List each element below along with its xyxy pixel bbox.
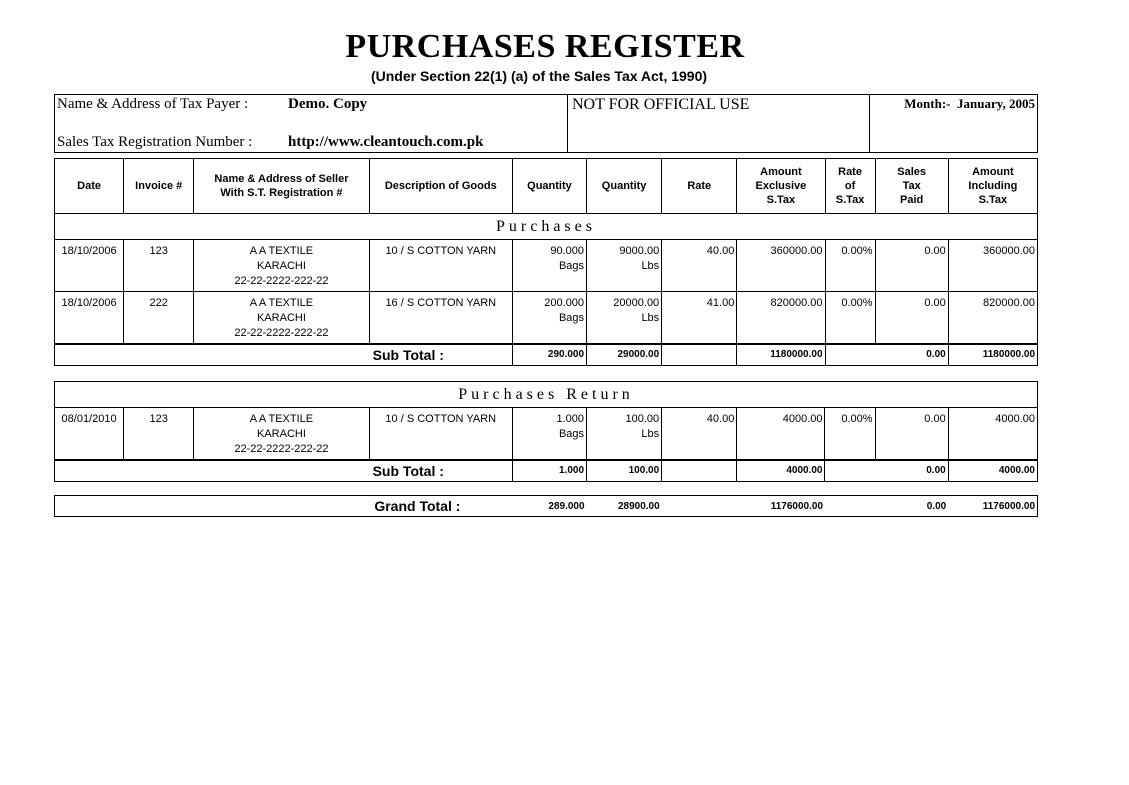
subtotal-amount-excl: 4000.00 <box>737 460 825 482</box>
qty1-value: 90.000 <box>550 245 585 257</box>
qty1-unit: Bags <box>558 428 585 440</box>
purchases-table <box>54 158 1038 366</box>
row-rate-stax: 0.00% <box>825 240 875 292</box>
qty2-unit: Lbs <box>641 428 660 440</box>
row-amount-incl: 820000.00 <box>948 292 1037 344</box>
row-date: 18/10/2006 <box>55 240 124 292</box>
col-amount-excl-line1: Amount <box>760 166 802 178</box>
subtotal-qty1: 290.000 <box>512 344 586 366</box>
row-qty1 <box>512 292 586 344</box>
report-title: PURCHASES REGISTER <box>345 28 745 65</box>
month-label: Month:- <box>904 96 951 111</box>
subtotal-stax-paid: 0.00 <box>875 344 948 366</box>
col-stax-paid-line3: Paid <box>900 194 924 206</box>
subtotal-rate-stax-empty <box>825 344 875 366</box>
seller-name: A A TEXTILE <box>249 245 314 257</box>
grand-total-table <box>54 495 1038 517</box>
row-stax-paid: 0.00 <box>875 408 948 460</box>
taxpayer-name-value: Demo. Copy <box>288 96 368 112</box>
col-description: Description of Goods <box>369 159 512 214</box>
qty1-value: 1.000 <box>556 413 585 425</box>
col-stax-paid-line2: Tax <box>902 180 921 192</box>
seller-city: KARACHI <box>256 428 306 440</box>
col-amount-excl <box>737 159 825 214</box>
col-amount-incl-line1: Amount <box>972 166 1014 178</box>
month-value: January, 2005 <box>956 96 1035 111</box>
month-block <box>904 96 1035 112</box>
subtotal-rate-empty <box>662 460 737 482</box>
seller-reg: 22-22-2222-222-22 <box>234 327 329 339</box>
row-rate-stax: 0.00% <box>825 292 875 344</box>
subtotal-rate-empty <box>662 344 737 366</box>
grand-total-qty1: 289.000 <box>512 496 586 517</box>
col-date: Date <box>55 159 124 214</box>
qty2-unit: Lbs <box>641 260 660 272</box>
subtotal-label: Sub Total : <box>55 344 513 366</box>
col-amount-excl-line2: Exclusive <box>755 180 807 192</box>
qty2-value: 100.00 <box>625 413 660 425</box>
qty1-unit: Bags <box>558 260 585 272</box>
grand-total-qty2: 28900.00 <box>587 496 662 517</box>
grand-total-label: Grand Total : <box>55 496 513 517</box>
grand-total-row <box>55 496 1038 517</box>
table-row <box>55 292 1038 344</box>
registration-value: http://www.cleantouch.com.pk <box>288 134 484 150</box>
column-header-row <box>55 159 1038 214</box>
seller-name: A A TEXTILE <box>249 413 314 425</box>
qty1-value: 200.000 <box>544 297 585 309</box>
col-seller-line2: With S.T. Registration # <box>220 187 343 199</box>
row-date: 18/10/2006 <box>55 292 124 344</box>
qty1-unit: Bags <box>558 312 585 324</box>
grand-total-rate-empty <box>662 496 737 517</box>
row-amount-excl: 4000.00 <box>737 408 825 460</box>
col-amount-incl-line2: Including <box>968 180 1018 192</box>
col-amount-incl-line3: S.Tax <box>978 194 1008 206</box>
row-qty2 <box>587 408 662 460</box>
section-heading-returns: Purchases Return <box>55 382 1038 408</box>
grand-total-rate-stax-empty <box>825 496 875 517</box>
table-row <box>55 408 1038 460</box>
col-quantity-1: Quantity <box>512 159 586 214</box>
grand-total-stax-paid: 0.00 <box>875 496 948 517</box>
qty2-value: 9000.00 <box>619 245 660 257</box>
col-amount-incl <box>948 159 1037 214</box>
subtotal-amount-excl: 1180000.00 <box>737 344 825 366</box>
row-date: 08/01/2010 <box>55 408 124 460</box>
subtotal-amount-incl: 1180000.00 <box>948 344 1037 366</box>
registration-label: Sales Tax Registration Number : <box>57 134 253 150</box>
col-quantity-2: Quantity <box>587 159 662 214</box>
grand-total-amount-excl: 1176000.00 <box>737 496 825 517</box>
row-seller <box>194 292 369 344</box>
row-description: 16 / S COTTON YARN <box>369 292 512 344</box>
taxpayer-name-label: Name & Address of Tax Payer : <box>57 96 249 112</box>
col-rate-stax-line3: S.Tax <box>835 194 865 206</box>
subtotal-row-returns <box>55 460 1038 482</box>
seller-city: KARACHI <box>257 312 306 324</box>
row-invoice: 123 <box>124 240 194 292</box>
divider <box>567 95 568 152</box>
row-invoice: 222 <box>124 292 194 344</box>
subtotal-label: Sub Total : <box>55 460 513 482</box>
col-stax-paid <box>875 159 948 214</box>
subtotal-stax-paid: 0.00 <box>875 460 948 482</box>
row-rate: 40.00 <box>662 240 737 292</box>
col-rate-stax <box>825 159 875 214</box>
col-rate-stax-line2: of <box>844 180 856 192</box>
row-qty1 <box>512 408 586 460</box>
divider <box>869 95 870 152</box>
row-rate: 41.00 <box>662 292 737 344</box>
row-seller <box>194 408 369 460</box>
row-qty1 <box>512 240 586 292</box>
seller-name: A A TEXTILE <box>249 297 314 309</box>
seller-reg: 22-22-2222-222-22 <box>234 443 329 455</box>
subtotal-qty2: 29000.00 <box>587 344 662 366</box>
qty2-unit: Lbs <box>641 312 660 324</box>
subtotal-amount-incl: 4000.00 <box>948 460 1037 482</box>
grand-total-amount-incl: 1176000.00 <box>948 496 1037 517</box>
col-stax-paid-line1: Sales <box>897 166 927 178</box>
section-heading-purchases: Purchases <box>55 214 1038 240</box>
row-invoice: 123 <box>124 408 194 460</box>
row-amount-excl: 360000.00 <box>737 240 825 292</box>
row-amount-incl: 4000.00 <box>948 408 1037 460</box>
row-qty2 <box>587 240 662 292</box>
col-rate-stax-line1: Rate <box>838 166 862 178</box>
row-amount-incl: 360000.00 <box>948 240 1037 292</box>
col-rate: Rate <box>662 159 737 214</box>
seller-city: KARACHI <box>257 260 306 272</box>
row-rate-stax: 0.00% <box>825 408 875 460</box>
row-seller <box>194 240 369 292</box>
subtotal-qty1: 1.000 <box>512 460 586 482</box>
row-stax-paid: 0.00 <box>875 292 948 344</box>
qty2-value: 20000.00 <box>613 297 660 309</box>
row-stax-paid: 0.00 <box>875 240 948 292</box>
subtotal-qty2: 100.00 <box>587 460 662 482</box>
row-rate: 40.00 <box>662 408 737 460</box>
row-description: 10 / S COTTON YARN <box>369 408 512 460</box>
subtotal-row-purchases <box>55 344 1038 366</box>
col-seller <box>194 159 369 214</box>
table-row <box>55 240 1038 292</box>
official-use-label: NOT FOR OFFICIAL USE <box>572 96 750 113</box>
col-seller-line1: Name & Address of Seller <box>214 173 349 185</box>
row-description: 10 / S COTTON YARN <box>369 240 512 292</box>
col-invoice: Invoice # <box>124 159 194 214</box>
taxpayer-info-box <box>54 94 1038 153</box>
report-subtitle: (Under Section 22(1) (a) of the Sales Tax Act, 1990) <box>370 68 708 84</box>
seller-reg: 22-22-2222-222-22 <box>234 275 329 287</box>
row-qty2 <box>587 292 662 344</box>
row-amount-excl: 820000.00 <box>737 292 825 344</box>
returns-table <box>54 381 1038 482</box>
subtotal-rate-stax-empty <box>825 460 875 482</box>
col-amount-excl-line3: S.Tax <box>766 194 796 206</box>
